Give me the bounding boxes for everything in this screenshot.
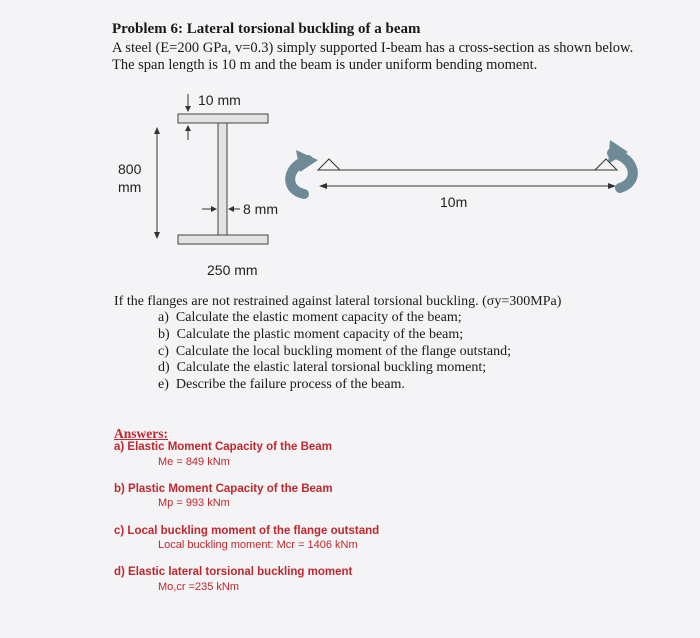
depth-label-line-1: 800 <box>118 161 142 177</box>
web <box>218 123 227 235</box>
question-text: Calculate the elastic lateral torsional buckling moment; <box>176 360 487 375</box>
span-label: 10m <box>440 194 468 210</box>
answer-a-value: Me = 849 kNm <box>158 456 230 468</box>
question-item-c <box>158 344 511 360</box>
question-item-b <box>158 327 463 343</box>
question-letter: b) <box>158 327 170 342</box>
bottom-flange <box>178 235 268 244</box>
question-letter: a) <box>158 310 169 325</box>
left-support-icon <box>318 159 340 170</box>
answer-c-title: c) Local buckling moment of the flange outstand <box>114 525 380 537</box>
flange-width-label: 250 mm <box>207 262 258 278</box>
web-thickness-label: 8 mm <box>243 201 278 217</box>
answers-heading: Answers: <box>114 426 168 441</box>
answer-a-title: a) Elastic Moment Capacity of the Beam <box>114 441 332 453</box>
question-letter: d) <box>158 360 170 375</box>
top-flange <box>178 114 268 123</box>
right-support-icon <box>595 159 617 170</box>
question-item-e <box>158 377 405 393</box>
question-letter: e) <box>158 377 169 392</box>
arrow-right-icon <box>211 206 217 212</box>
question-text: Calculate the elastic moment capacity of the beam; <box>175 310 462 325</box>
problem-heading: Lateral torsional buckling of a beam <box>182 21 421 37</box>
question-letter: c) <box>158 344 169 359</box>
problem-line-2: The span length is 10 m and the beam is under uniform bending moment. <box>112 57 538 73</box>
arrow-left-icon <box>228 206 234 212</box>
problem-number: Problem 6: <box>112 21 183 37</box>
flange-thickness-label: 10 mm <box>198 92 241 108</box>
question-item-a <box>158 310 462 326</box>
answer-d-value: Mo,cr =235 kNm <box>158 581 239 593</box>
answer-c-value: Local buckling moment: Mcr = 1406 kNm <box>158 539 358 551</box>
depth-label-line-2: mm <box>118 179 142 195</box>
answer-b-value: Mp = 993 kNm <box>158 497 230 509</box>
answer-d-title: d) Elastic lateral torsional buckling moment <box>114 566 353 578</box>
question-text: Calculate the local buckling moment of the flange outstand; <box>175 344 512 359</box>
arrow-up-icon <box>185 125 191 131</box>
question-intro: If the flanges are not restrained against lateral torsional buckling. (σy=300MPa) <box>114 294 562 309</box>
answer-b-title: b) Plastic Moment Capacity of the Beam <box>114 483 333 495</box>
arrow-down-icon <box>185 106 191 112</box>
problem-line-1: A steel (E=200 GPa, v=0.3) simply supported I-beam has a cross-section as shown below. <box>112 40 634 56</box>
question-text: Calculate the plastic moment capacity of the beam; <box>176 327 464 342</box>
question-item-d <box>158 360 486 376</box>
question-text: Describe the failure process of the beam. <box>175 377 405 392</box>
